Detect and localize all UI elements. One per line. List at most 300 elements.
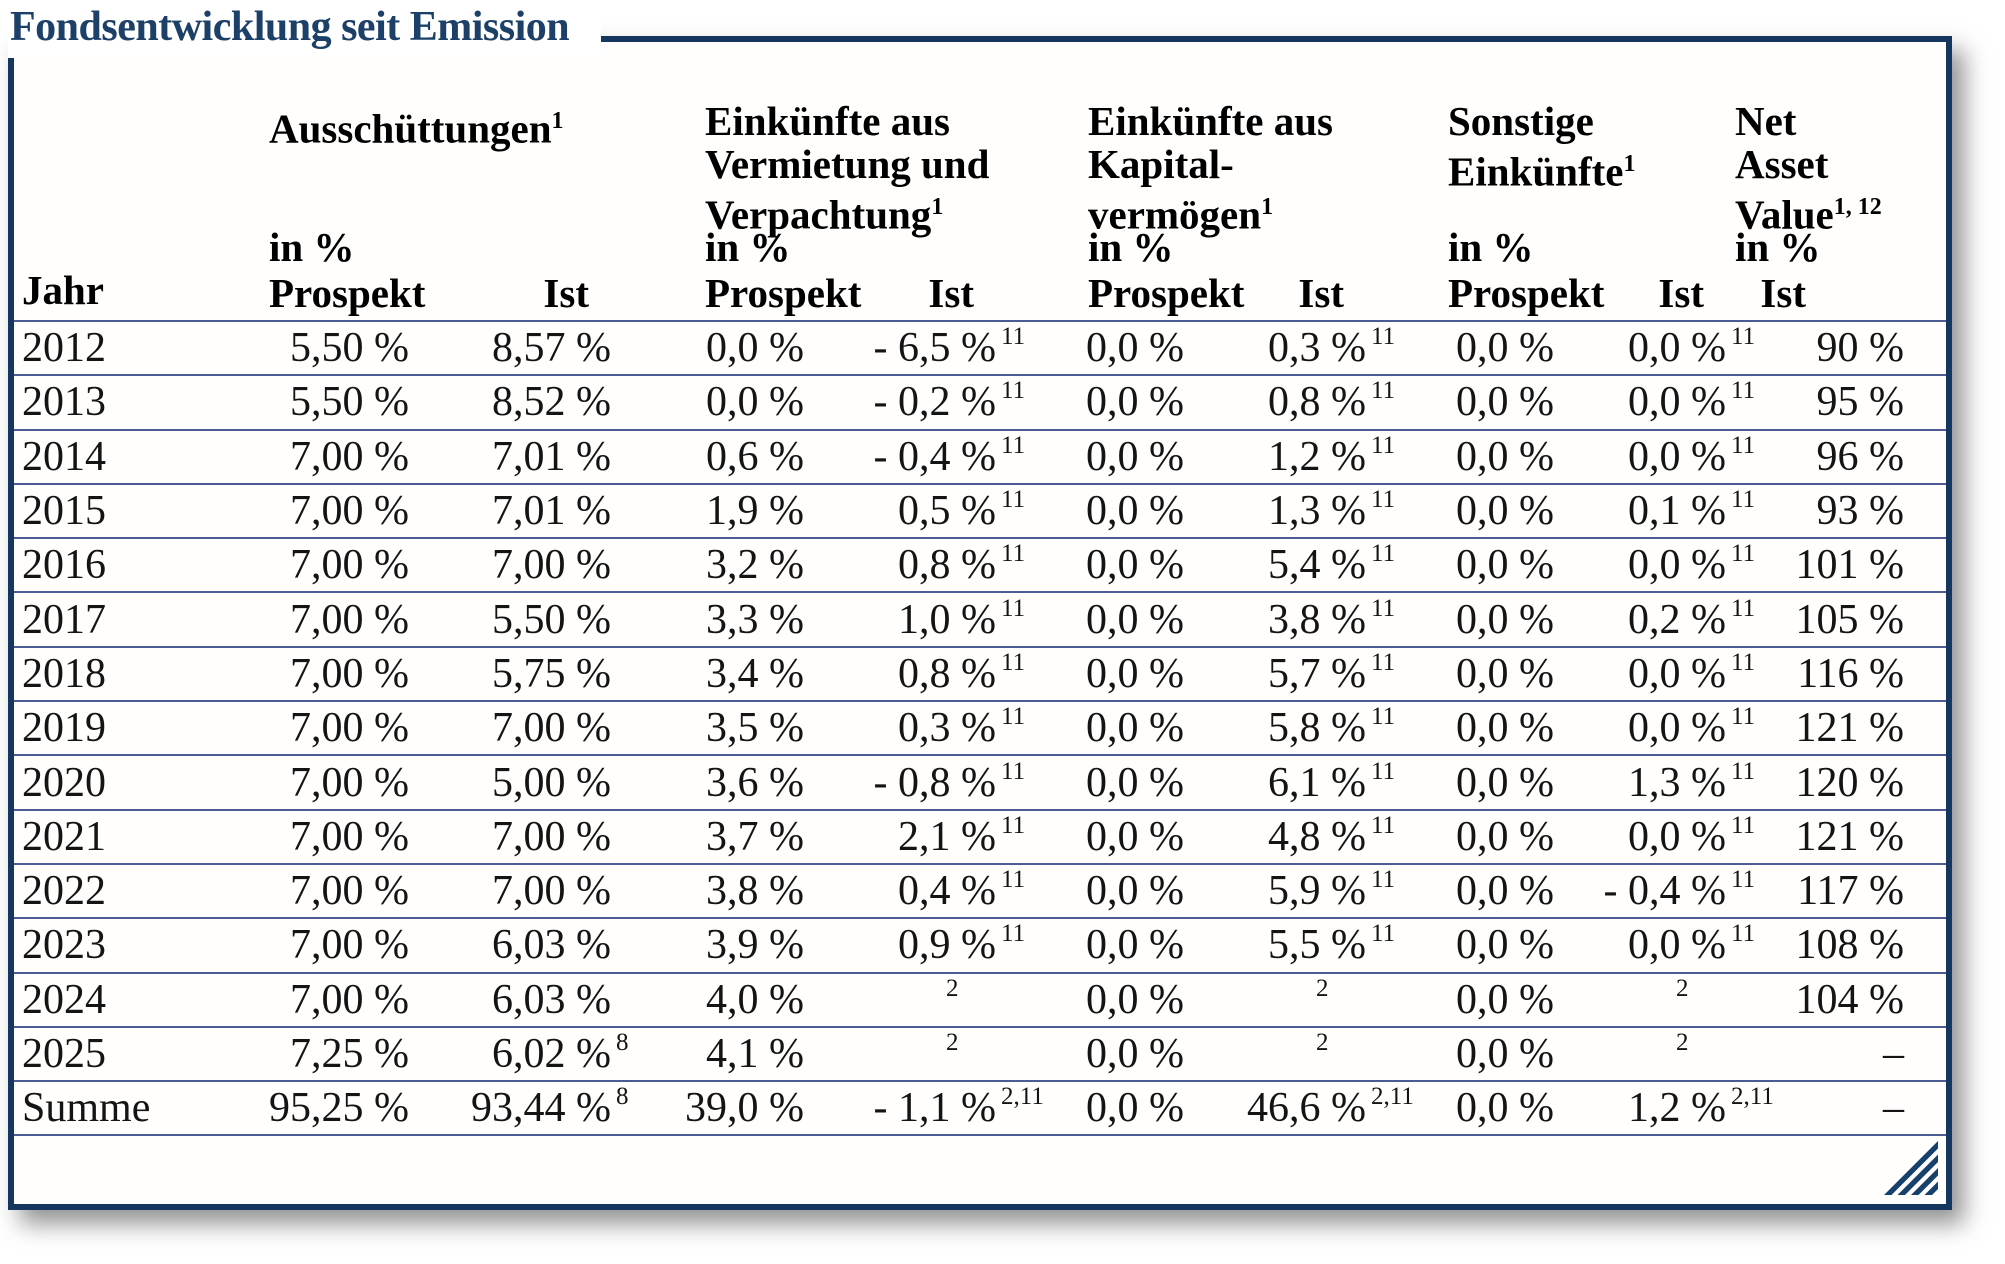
value-cell: [1764, 646, 1946, 700]
cell-value: 101 %: [1795, 542, 1904, 589]
cell-value: - 0,8 %: [873, 759, 996, 806]
value-cell: [1184, 1080, 1414, 1134]
cell-value: 0,0 %: [1086, 868, 1184, 915]
value-cell: [649, 754, 804, 808]
cell-value: 0,0 %: [1456, 922, 1554, 969]
cell-value: 5,5 %: [1268, 922, 1366, 969]
value-cell: [1034, 537, 1184, 591]
value-cell: [1554, 754, 1764, 808]
value-cell: [1764, 972, 1946, 1026]
cell-value: 0,0 %: [1456, 542, 1554, 589]
footnote-marker: 11: [1001, 648, 1026, 676]
cell-value: - 0,4 %: [1603, 868, 1726, 915]
cell-value: 120 %: [1795, 759, 1904, 806]
value-cell: [1184, 374, 1404, 428]
footnote-marker: 11: [1371, 594, 1396, 622]
cell-value: 0,3 %: [1268, 325, 1366, 372]
ist-header: Ist: [1658, 270, 1704, 316]
cell-value: 5,00 %: [492, 759, 611, 806]
cell-value: –: [1883, 1031, 1904, 1077]
value-cell: [1184, 809, 1404, 863]
year-cell: 2021: [14, 809, 269, 863]
cell-value: 0,8 %: [898, 542, 996, 589]
value-cell: [804, 483, 1034, 537]
footnote-marker: 11: [1371, 431, 1396, 459]
footnote-marker: 11: [1001, 920, 1026, 948]
cell-value: 0,0 %: [1456, 596, 1554, 643]
cell-value: 5,9 %: [1268, 868, 1366, 915]
year-cell: 2018: [14, 646, 269, 700]
column-unit-label: in %: [705, 224, 791, 270]
table-frame: [8, 36, 1952, 1210]
cell-value: 3,9 %: [706, 922, 804, 969]
cell-value: 93 %: [1816, 488, 1904, 535]
value-cell: [269, 646, 409, 700]
cell-value: 3,6 %: [706, 759, 804, 806]
cell-value: 3,8 %: [1268, 596, 1366, 643]
value-cell: [409, 320, 649, 374]
cell-value: 0,0 %: [1628, 705, 1726, 752]
value-cell: [409, 809, 649, 863]
cell-value: 95 %: [1816, 379, 1904, 426]
footnote-marker: 11: [1371, 377, 1396, 405]
year-cell: 2017: [14, 591, 269, 645]
cell-value: 0,0 %: [1086, 650, 1184, 697]
value-cell: [1554, 537, 1764, 591]
footnote-marker: 11: [1731, 757, 1756, 785]
value-cell: [1764, 374, 1946, 428]
footnote-marker: 2,11: [1731, 1083, 1774, 1111]
value-cell: [1034, 863, 1184, 917]
value-cell: [1404, 917, 1554, 971]
cell-value: 7,00 %: [492, 868, 611, 915]
cell-value: 7,00 %: [290, 976, 409, 1023]
cell-value: 0,0 %: [1456, 1031, 1554, 1077]
footnote-marker: 11: [1731, 811, 1756, 839]
value-cell: [269, 863, 409, 917]
footnote-marker: 11: [1001, 431, 1026, 459]
cell-value: 46,6 %: [1247, 1085, 1366, 1132]
value-cell: [649, 1080, 804, 1134]
cell-value: 0,0 %: [1456, 813, 1554, 860]
year-cell: 2019: [14, 700, 269, 754]
value-cell: [1184, 700, 1404, 754]
footnote-marker: 11: [1001, 540, 1026, 568]
cell-value: 6,03 %: [492, 976, 611, 1023]
value-cell: [1034, 972, 1184, 1026]
footnote-marker: 11: [1731, 486, 1756, 514]
value-cell: [1554, 700, 1764, 754]
cell-value: 0,0 %: [706, 325, 804, 372]
footnote-marker: 1: [551, 108, 564, 134]
cell-value: 7,00 %: [290, 488, 409, 535]
footnote-marker: 11: [1371, 486, 1396, 514]
value-cell: [649, 700, 804, 754]
year-cell: 2025: [14, 1026, 269, 1080]
cell-value: 108 %: [1795, 922, 1904, 969]
footnote-marker: 11: [1371, 703, 1396, 731]
cell-value: 0,0 %: [1456, 976, 1554, 1023]
value-cell: [409, 591, 649, 645]
year-cell: 2023: [14, 917, 269, 971]
value-cell: [1764, 754, 1946, 808]
cell-value: 7,01 %: [492, 488, 611, 535]
cell-value: 0,0 %: [1086, 1031, 1184, 1077]
footnote-marker: 11: [1731, 703, 1756, 731]
value-cell: [804, 646, 1034, 700]
footnote-marker: 11: [1731, 540, 1756, 568]
cell-value: 117 %: [1797, 868, 1904, 915]
value-cell: [1764, 700, 1946, 754]
value-cell: [1764, 863, 1946, 917]
cell-value: 7,00 %: [290, 813, 409, 860]
cell-value: 7,00 %: [290, 650, 409, 697]
value-cell: [1184, 429, 1404, 483]
cell-value: 0,0 %: [1086, 488, 1184, 535]
year-cell: 2015: [14, 483, 269, 537]
value-cell: [804, 972, 1034, 1026]
year-cell: Summe: [14, 1080, 269, 1134]
value-cell: [1404, 754, 1554, 808]
cell-value: 0,0 %: [1086, 325, 1184, 372]
year-cell: 2020: [14, 754, 269, 808]
page-title: Fondsentwicklung seit Emission: [8, 0, 601, 58]
value-cell: [804, 320, 1034, 374]
value-cell: [1764, 483, 1946, 537]
cell-value: 0,1 %: [1628, 488, 1726, 535]
cell-value: 1,2 %: [1628, 1085, 1726, 1132]
value-cell: [1034, 429, 1184, 483]
value-cell: [1034, 700, 1184, 754]
value-cell: [1184, 917, 1404, 971]
value-cell: [1184, 483, 1404, 537]
value-cell: [1764, 591, 1946, 645]
cell-value: 3,3 %: [706, 596, 804, 643]
value-cell: [649, 591, 804, 645]
cell-value: 0,5 %: [898, 488, 996, 535]
value-cell: [804, 700, 1034, 754]
value-cell: [1554, 429, 1764, 483]
cell-value: 0,0 %: [1628, 542, 1726, 589]
cell-value: 0,0 %: [1086, 596, 1184, 643]
ist-header: Ist: [543, 270, 589, 316]
value-cell: [1554, 646, 1764, 700]
diagonal-stripes-icon: [1884, 1141, 1938, 1195]
value-cell: [649, 537, 804, 591]
value-cell: [1404, 374, 1554, 428]
footnote-marker: 11: [1371, 920, 1396, 948]
value-cell: [804, 863, 1034, 917]
footnote-marker: 1: [1261, 194, 1274, 220]
footnote-marker: 11: [1001, 323, 1026, 351]
cell-value: 7,00 %: [492, 705, 611, 752]
cell-value: 5,75 %: [492, 650, 611, 697]
year-cell: 2012: [14, 320, 269, 374]
value-cell: [1404, 972, 1554, 1026]
value-cell: [1404, 809, 1554, 863]
footnote-marker: 11: [1731, 377, 1756, 405]
cell-value: 1,0 %: [898, 596, 996, 643]
cell-value: 3,8 %: [706, 868, 804, 915]
cell-value: 8,52 %: [492, 379, 611, 426]
value-cell: [649, 917, 804, 971]
value-cell: [649, 646, 804, 700]
cell-value: 0,0 %: [1628, 922, 1726, 969]
footnote-marker: 2: [1316, 974, 1329, 1002]
cell-value: - 6,5 %: [873, 325, 996, 372]
cell-value: 0,2 %: [1628, 596, 1726, 643]
year-cell: 2014: [14, 429, 269, 483]
value-cell: [1184, 537, 1404, 591]
footnote-marker: 11: [1731, 648, 1756, 676]
value-cell: [649, 809, 804, 863]
cell-value: 90 %: [1816, 325, 1904, 372]
column-group-title: Einkünfte aus Kapital- vermögen$^1$: [1088, 98, 1333, 238]
cell-value: 0,0 %: [1086, 1085, 1184, 1132]
value-cell: [1554, 1080, 1774, 1134]
cell-value: 96 %: [1816, 433, 1904, 480]
value-cell: [1184, 1026, 1404, 1080]
cell-value: 121 %: [1795, 813, 1904, 860]
value-cell: [269, 429, 409, 483]
cell-value: 0,0 %: [1086, 759, 1184, 806]
footnote-marker: 11: [1731, 594, 1756, 622]
cell-value: 0,0 %: [1628, 379, 1726, 426]
column-group-title: Einkünfte aus Vermietung und Verpachtung$^1$: [705, 98, 990, 238]
cell-value: 0,3 %: [898, 705, 996, 752]
footnote-marker: 2: [1676, 1029, 1689, 1056]
footnote-marker: 11: [1731, 431, 1756, 459]
value-cell: [1554, 809, 1764, 863]
cell-value: 0,0 %: [1628, 325, 1726, 372]
cell-value: 0,0 %: [1086, 813, 1184, 860]
value-cell: [409, 863, 649, 917]
value-cell: [269, 809, 409, 863]
footnote-marker: 11: [1371, 866, 1396, 894]
value-cell: [1554, 972, 1764, 1026]
value-cell: [1034, 754, 1184, 808]
value-cell: [1554, 374, 1764, 428]
cell-value: 0,0 %: [1628, 433, 1726, 480]
cell-value: 0,0 %: [1086, 705, 1184, 752]
value-cell: [409, 537, 649, 591]
footnote-marker: 1, 12: [1833, 194, 1882, 220]
value-cell: [1034, 917, 1184, 971]
value-cell: [649, 429, 804, 483]
cell-value: 0,0 %: [1456, 379, 1554, 426]
cell-value: 4,0 %: [706, 976, 804, 1023]
cell-value: 93,44 %: [471, 1085, 611, 1132]
value-cell: [1404, 483, 1554, 537]
value-cell: [1764, 809, 1946, 863]
cell-value: 6,03 %: [492, 922, 611, 969]
value-cell: [804, 374, 1034, 428]
value-cell: [269, 972, 409, 1026]
cell-value: 5,7 %: [1268, 650, 1366, 697]
value-cell: [1554, 863, 1764, 917]
footer-strip: [14, 1134, 1946, 1204]
cell-value: 8,57 %: [492, 325, 611, 372]
value-cell: [1554, 1026, 1764, 1080]
value-cell: [409, 1080, 649, 1134]
value-cell: [1404, 700, 1554, 754]
cell-value: 7,00 %: [290, 868, 409, 915]
cell-value: 7,00 %: [290, 433, 409, 480]
value-cell: [1404, 1026, 1554, 1080]
cell-value: 116 %: [1797, 650, 1904, 697]
column-group-title: Ausschüttungen$^1$: [269, 105, 564, 152]
cell-value: 3,7 %: [706, 813, 804, 860]
value-cell: [649, 972, 804, 1026]
cell-value: 0,0 %: [1086, 379, 1184, 426]
value-cell: [804, 917, 1034, 971]
cell-value: - 0,2 %: [873, 379, 996, 426]
cell-value: 0,0 %: [1456, 650, 1554, 697]
value-cell: [1034, 1026, 1184, 1080]
cell-value: 0,4 %: [898, 868, 996, 915]
cell-value: 1,9 %: [706, 488, 804, 535]
cell-value: 0,0 %: [1456, 705, 1554, 752]
cell-value: 7,01 %: [492, 433, 611, 480]
cell-value: 39,0 %: [685, 1085, 804, 1132]
footnote-marker: 11: [1371, 540, 1396, 568]
value-cell: [1554, 917, 1764, 971]
cell-value: 7,00 %: [290, 922, 409, 969]
cell-value: 5,50 %: [492, 596, 611, 643]
cell-value: 0,0 %: [1628, 650, 1726, 697]
value-cell: [1184, 863, 1404, 917]
cell-value: 5,4 %: [1268, 542, 1366, 589]
footnote-marker: 11: [1001, 486, 1026, 514]
column-unit-label: in %: [1088, 224, 1174, 270]
cell-value: 2,1 %: [898, 813, 996, 860]
value-cell: [1034, 1080, 1184, 1134]
ist-header: Ist: [1298, 270, 1344, 316]
cell-value: 0,0 %: [1086, 542, 1184, 589]
value-cell: [1764, 320, 1946, 374]
value-cell: [1404, 320, 1554, 374]
value-cell: [269, 591, 409, 645]
prospekt-header: Prospekt: [1448, 270, 1605, 316]
footnote-marker: 2,11: [1371, 1083, 1414, 1111]
value-cell: [1034, 483, 1184, 537]
cell-value: 5,50 %: [290, 325, 409, 372]
cell-value: 104 %: [1795, 976, 1904, 1023]
value-cell: [409, 972, 649, 1026]
value-cell: [1184, 972, 1404, 1026]
value-cell: [1184, 646, 1404, 700]
value-cell: [649, 374, 804, 428]
cell-value: 0,9 %: [898, 922, 996, 969]
footnote-marker: 2: [1676, 974, 1689, 1002]
prospekt-header: Prospekt: [1088, 270, 1245, 316]
ist-header: Ist: [928, 270, 974, 316]
column-unit-label: in %: [269, 224, 355, 270]
value-cell: [1404, 863, 1554, 917]
year-cell: 2013: [14, 374, 269, 428]
cell-value: 7,25 %: [290, 1031, 409, 1077]
footnote-marker: 11: [1731, 866, 1756, 894]
value-cell: [1404, 646, 1554, 700]
cell-value: 121 %: [1795, 705, 1904, 752]
value-cell: [409, 374, 649, 428]
cell-value: 105 %: [1795, 596, 1904, 643]
cell-value: 7,00 %: [290, 596, 409, 643]
value-cell: [269, 754, 409, 808]
value-cell: [804, 1026, 1034, 1080]
value-cell: [409, 700, 649, 754]
value-cell: [409, 1026, 649, 1080]
value-cell: [649, 483, 804, 537]
cell-value: 6,1 %: [1268, 759, 1366, 806]
footnote-marker: 8: [616, 1029, 629, 1056]
value-cell: [804, 537, 1034, 591]
cell-value: 0,0 %: [1456, 868, 1554, 915]
cell-value: 7,00 %: [290, 705, 409, 752]
cell-value: 7,00 %: [290, 759, 409, 806]
value-cell: [804, 429, 1034, 483]
value-cell: [269, 1026, 409, 1080]
cell-value: - 1,1 %: [873, 1085, 996, 1132]
footnote-marker: 11: [1371, 757, 1396, 785]
footnote-marker: 11: [1371, 811, 1396, 839]
value-cell: [269, 1080, 409, 1134]
year-cell: 2016: [14, 537, 269, 591]
cell-value: 0,0 %: [1456, 1085, 1554, 1132]
footnote-marker: 11: [1001, 757, 1026, 785]
cell-value: 0,0 %: [1628, 813, 1726, 860]
cell-value: –: [1883, 1085, 1904, 1132]
cell-value: 0,0 %: [1086, 922, 1184, 969]
value-cell: [1034, 374, 1184, 428]
cell-value: 7,00 %: [290, 542, 409, 589]
cell-value: 1,3 %: [1628, 759, 1726, 806]
footnote-marker: 11: [1731, 323, 1756, 351]
value-cell: [804, 754, 1034, 808]
value-cell: [1034, 320, 1184, 374]
footnote-marker: 11: [1001, 703, 1026, 731]
value-cell: [409, 483, 649, 537]
footnote-marker: 2,11: [1001, 1083, 1044, 1111]
value-cell: [1764, 1080, 1946, 1134]
column-group-title: Sonstige Einkünfte$^1$: [1448, 98, 1636, 195]
value-cell: [269, 917, 409, 971]
footnote-marker: 8: [616, 1083, 629, 1111]
value-cell: [1404, 591, 1554, 645]
value-cell: [1764, 537, 1946, 591]
fund-performance-table: [14, 42, 1946, 1204]
cell-value: 1,2 %: [1268, 433, 1366, 480]
cell-value: 1,3 %: [1268, 488, 1366, 535]
ist-header: Ist: [1760, 270, 1806, 316]
footnote-marker: 11: [1001, 866, 1026, 894]
value-cell: [1034, 646, 1184, 700]
value-cell: [1554, 320, 1764, 374]
value-cell: [1404, 1080, 1554, 1134]
value-cell: [1184, 320, 1404, 374]
cell-value: 7,00 %: [492, 813, 611, 860]
diagonal-stripes-logo: [1884, 1141, 1938, 1195]
value-cell: [1554, 591, 1764, 645]
cell-value: 0,8 %: [898, 650, 996, 697]
value-cell: [409, 429, 649, 483]
cell-value: 0,0 %: [1086, 433, 1184, 480]
footnote-marker: 2: [1316, 1029, 1329, 1056]
cell-value: - 0,4 %: [873, 433, 996, 480]
value-cell: [1404, 429, 1554, 483]
footnote-marker: 11: [1001, 811, 1026, 839]
column-unit-label: in %: [1735, 224, 1821, 270]
